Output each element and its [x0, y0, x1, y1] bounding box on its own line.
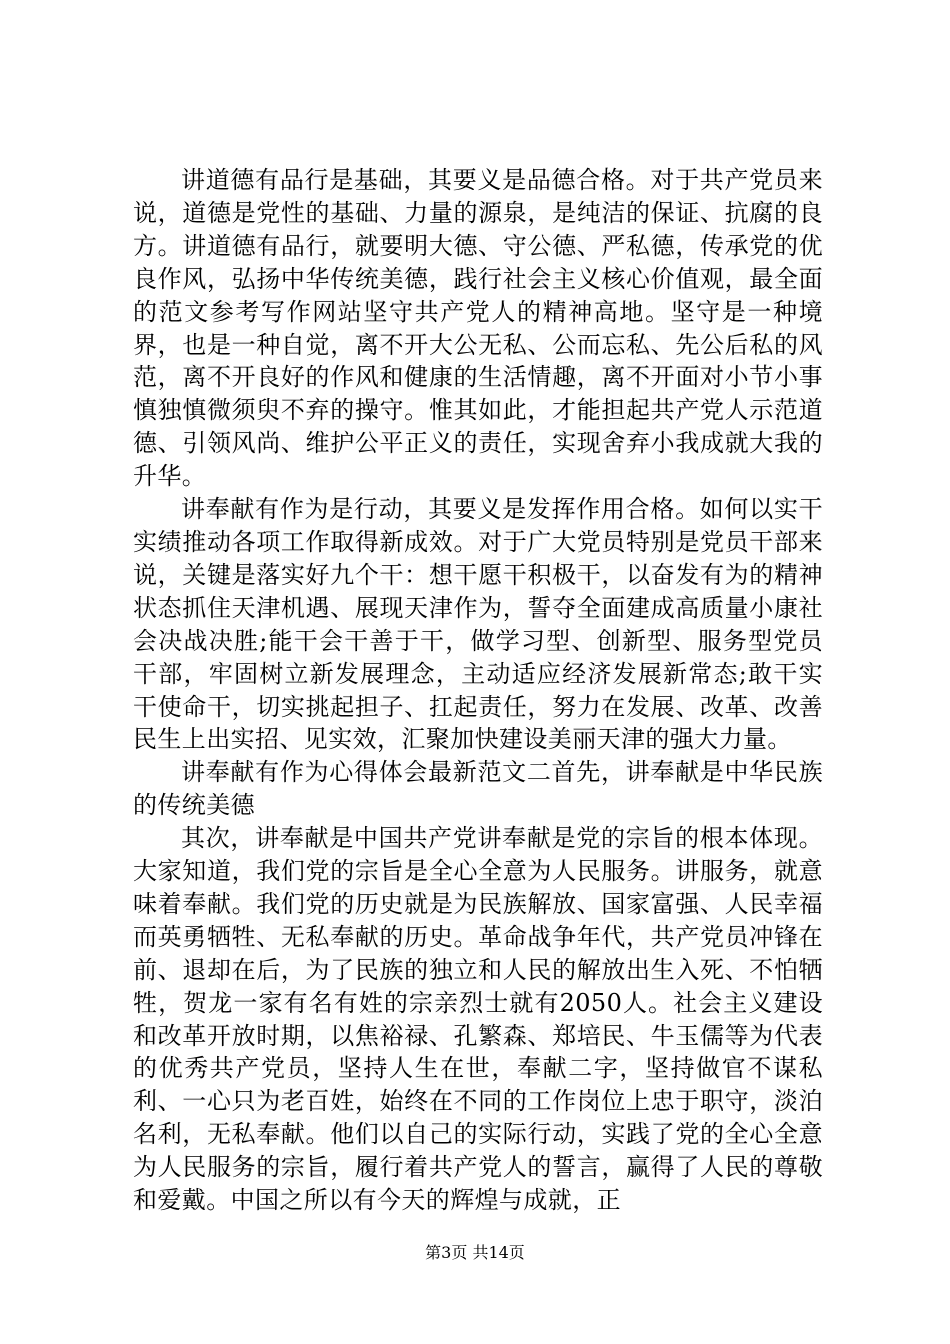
document-body: [133, 164, 823, 1217]
paragraph-dedication-action: 讲奉献有作为是行动，其要义是发挥作用合格。如何以实干实绩推动各项工作取得新成效。对于广大党员特别是党员干部来说，关键是落实好九个干：想干愿干积极干，以奋发有为的精神状态抓住天津机遇、展现天津作为，誓夺全面建成高质量小康社会决战决胜;能干会干善于干，做学习型、创新型、服务型党员干部，牢固树立新发展理念，主动适应经济发展新常态;敢干实干使命干，切实挑起担子、扛起责任，努力在发展、改革、改善民生上出实招、见实效，汇聚加快建设美丽天津的强大力量。: [133, 495, 823, 754]
page-number-footer: 第3页 共14页: [425, 1243, 525, 1262]
paragraph-second: 其次，讲奉献是中国共产党讲奉献是党的宗旨的根本体现。大家知道，我们党的宗旨是全心全意为人民服务。讲服务，就意味着奉献。我们党的历史就是为民族解放、国家富强、人民幸福而英勇牺牲、无私奉献的历史。革命战争年代，共产党员冲锋在前、退却在后，为了民族的独立和人民的解放出生入死、不怕牺牲，贺龙一家有名有姓的宗亲烈士就有2050人。社会主义建设和改革开放时期，以焦裕禄、孔繁森、郑培民、牛玉儒等为代表的优秀共产党员，坚持人生在世，奉献二字，坚持做官不谋私利、一心只为老百姓，始终在不同的工作岗位上忠于职守，淡泊名利，无私奉献。他们以自己的实际行动，实践了党的全心全意为人民服务的宗旨，履行着共产党人的誓言，赢得了人民的尊敬和爱戴。中国之所以有今天的辉煌与成就，正: [133, 824, 823, 1215]
paragraph-essay-two-first: 讲奉献有作为心得体会最新范文二首先，讲奉献是中华民族的传统美德: [133, 758, 823, 820]
paragraph-morality: 讲道德有品行是基础，其要义是品德合格。对于共产党员来说，道德是党性的基础、力量的源泉，是纯洁的保证、抗腐的良方。讲道德有品行，就要明大德、守公德、严私德，传承党的优良作风，弘扬中华传统美德，践行社会主义核心价值观，最全面的范文参考写作网站坚守共产党人的精神高地。坚守是一种境界，也是一种自觉，离不开大公无私、公而忘私、先公后私的风范，离不开良好的作风和健康的生活情趣，离不开面对小节小事慎独慎微须臾不弃的操守。惟其如此，才能担起共产党人示范道德、引领风尚、维护公平正义的责任，实现舍弃小我成就大我的升华。: [133, 166, 823, 491]
